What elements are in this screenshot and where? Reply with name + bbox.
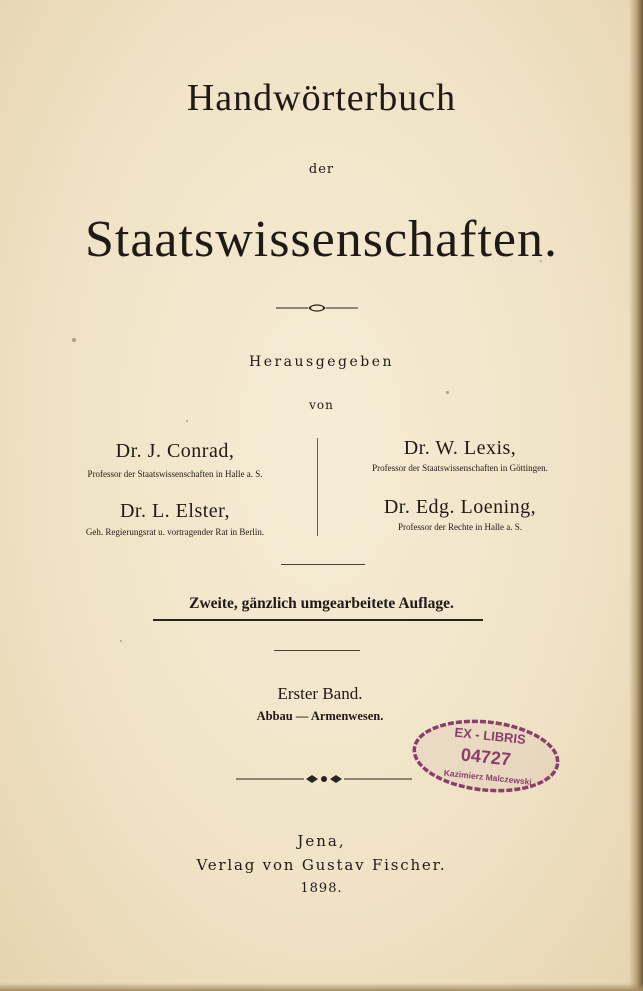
paper-speck (72, 338, 76, 342)
editor-name-loening: Dr. Edg. Loening, (383, 496, 537, 518)
stamp-owner: Kazimierz Malczewski (443, 767, 533, 787)
page-edge-shadow (0, 983, 643, 991)
ex-libris-stamp (410, 715, 562, 797)
stamp-top-text: EX - LIBRIS (453, 724, 527, 748)
editor-affiliation-loening: Professor der Rechte in Halle a. S. (398, 522, 522, 532)
title-line-2: Staatswissenschaften. (84, 211, 558, 268)
ornament-divider-icon (274, 301, 360, 315)
paper-speck (186, 420, 188, 422)
imprint-city: Jena, (297, 832, 346, 850)
volume-range: Abbau — Armenwesen. (256, 709, 384, 723)
edition-underline (153, 619, 483, 621)
page-edge-shadow (629, 0, 643, 991)
title-connector: der (308, 162, 335, 177)
title-line-1: Handwörterbuch (186, 77, 457, 119)
editor-affiliation-lexis: Professor der Staatswissenschaften in Göttingen. (372, 463, 548, 473)
stamp-number: 04727 (459, 744, 512, 770)
imprint-year: 1898. (300, 881, 343, 896)
edition-statement: Zweite, gänzlich umgearbeitete Auflage. (189, 595, 454, 612)
editor-name-elster: Dr. L. Elster, (119, 500, 231, 522)
paper-speck (540, 260, 542, 262)
editor-name-lexis: Dr. W. Lexis, (403, 437, 517, 459)
imprint-publisher: Verlag von Gustav Fischer. (196, 856, 447, 874)
editors-column-divider (317, 438, 318, 536)
editor-name-conrad: Dr. J. Conrad, (115, 440, 235, 462)
editor-affiliation-conrad: Professor der Staatswissenschaften in Halle a. S. (87, 469, 263, 479)
editor-affiliation-elster: Geh. Regierungsrat u. vortragender Rat in Berlin. (85, 527, 265, 537)
volume-label: Erster Band. (277, 684, 363, 703)
ornament-divider-icon (234, 772, 414, 786)
paper-speck (446, 391, 449, 394)
editors-heading: Herausgegeben (249, 354, 394, 370)
editors-by: von (309, 398, 334, 412)
paper-speck (120, 640, 122, 642)
rule-above-volume (274, 650, 360, 651)
rule-above-edition (281, 564, 365, 565)
